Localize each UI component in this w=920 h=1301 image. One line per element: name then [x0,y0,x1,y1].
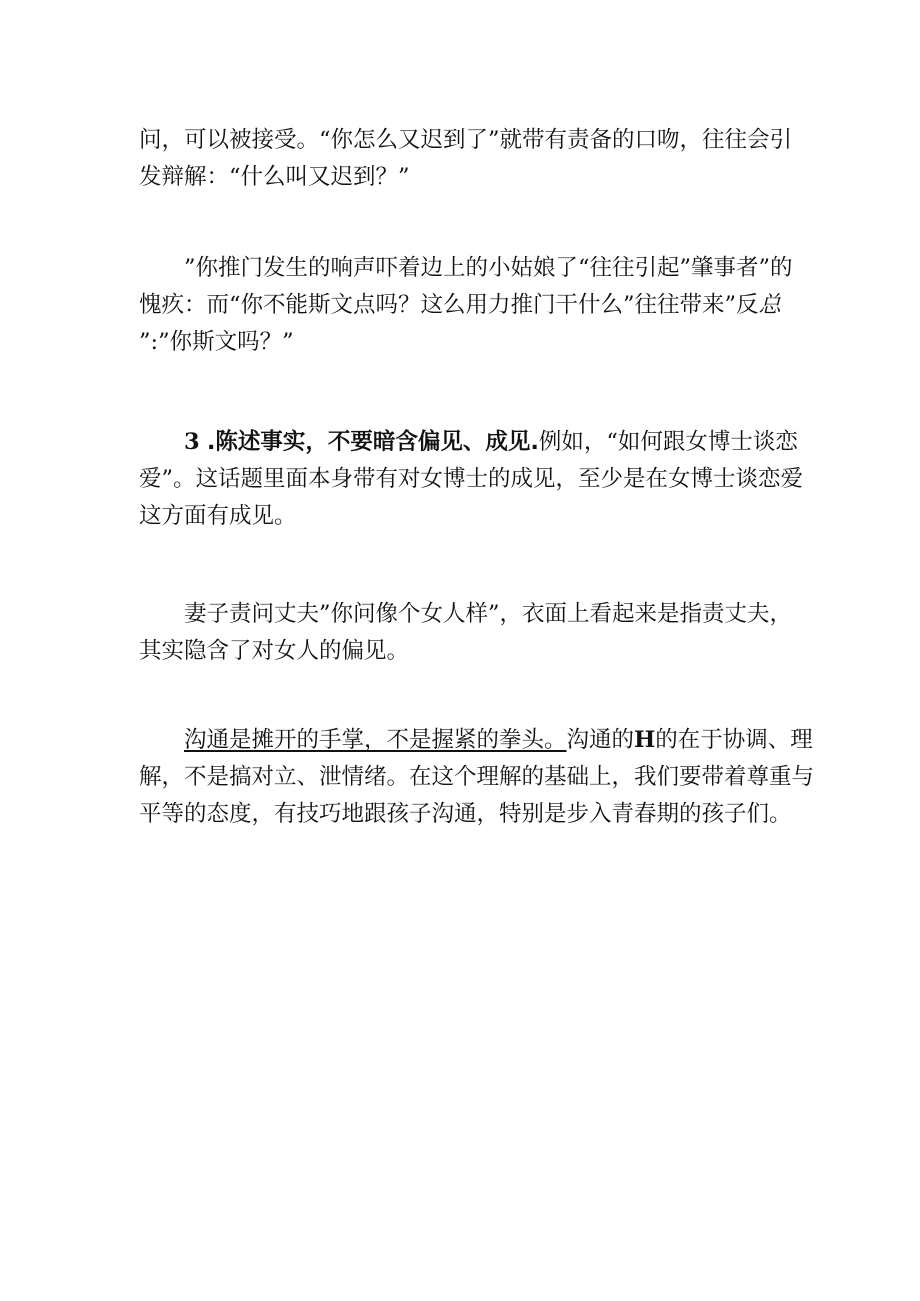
paragraph-5-line-3: 平等的态度，有技巧地跟孩子沟通，特别是步入青春期的孩子们。 [139,801,792,827]
paragraph-4-line-1: 妻子责问丈夫”你问像个女人样”，衣面上看起来是指责丈夫， [184,601,793,627]
paragraph-5-line-1 [139,722,813,759]
paragraph-1-line-2: 发辩解：“什么叫又迟到？” [139,164,410,190]
bold-letter: H [634,727,656,753]
paragraph-5-line-2: 解，不是搞对立、泄情绪。在这个理解的基础上，我们要带着尊重与 [139,764,815,790]
paragraph-3 [139,424,804,535]
section-heading: .陈述事实，不要暗含偏见、成见. [206,429,539,455]
paragraph-2 [139,250,793,361]
paragraph-1 [139,122,793,196]
paragraph-4 [139,596,793,670]
paragraph-2-line-2-text: 愧疚：而“你不能斯文点吗？这么用力推门干什么”往往带来”反 [139,292,759,318]
paragraph-3-line-3: 这方面有成见。 [139,503,297,529]
paragraph-5-line-1-mid: 沟通的 [566,727,635,753]
paragraph-5 [139,722,815,833]
paragraph-2-line-2-italic: 总 [758,292,782,318]
paragraph-2-line-2 [139,287,789,324]
paragraph-4-line-2: 其实隐含了对女人的偏见。 [139,638,410,664]
paragraph-2-line-3: ”:”你斯文吗？” [139,329,294,355]
paragraph-5-line-1-end: 的在于协调、理 [655,727,813,753]
paragraph-3-line-1-rest: 例如，“如何跟女博士谈恋 [538,429,798,455]
underlined-quote: 沟通是摊开的手掌，不是握紧的拳头。 [184,727,567,753]
section-number: 3 [184,429,200,455]
paragraph-1-line-1: 问，可以被接受。“你怎么又迟到了”就带有责备的口吻，往往会引 [139,127,793,153]
paragraph-2-line-1: ”你推门发生的响声吓着边上的小姑娘了“往往引起”肇事者”的 [184,255,793,281]
paragraph-3-line-2: 爱”。这话题里面本身带有对女博士的成见，至少是在女博士谈恋爱 [139,466,804,492]
paragraph-3-line-1 [139,424,798,461]
